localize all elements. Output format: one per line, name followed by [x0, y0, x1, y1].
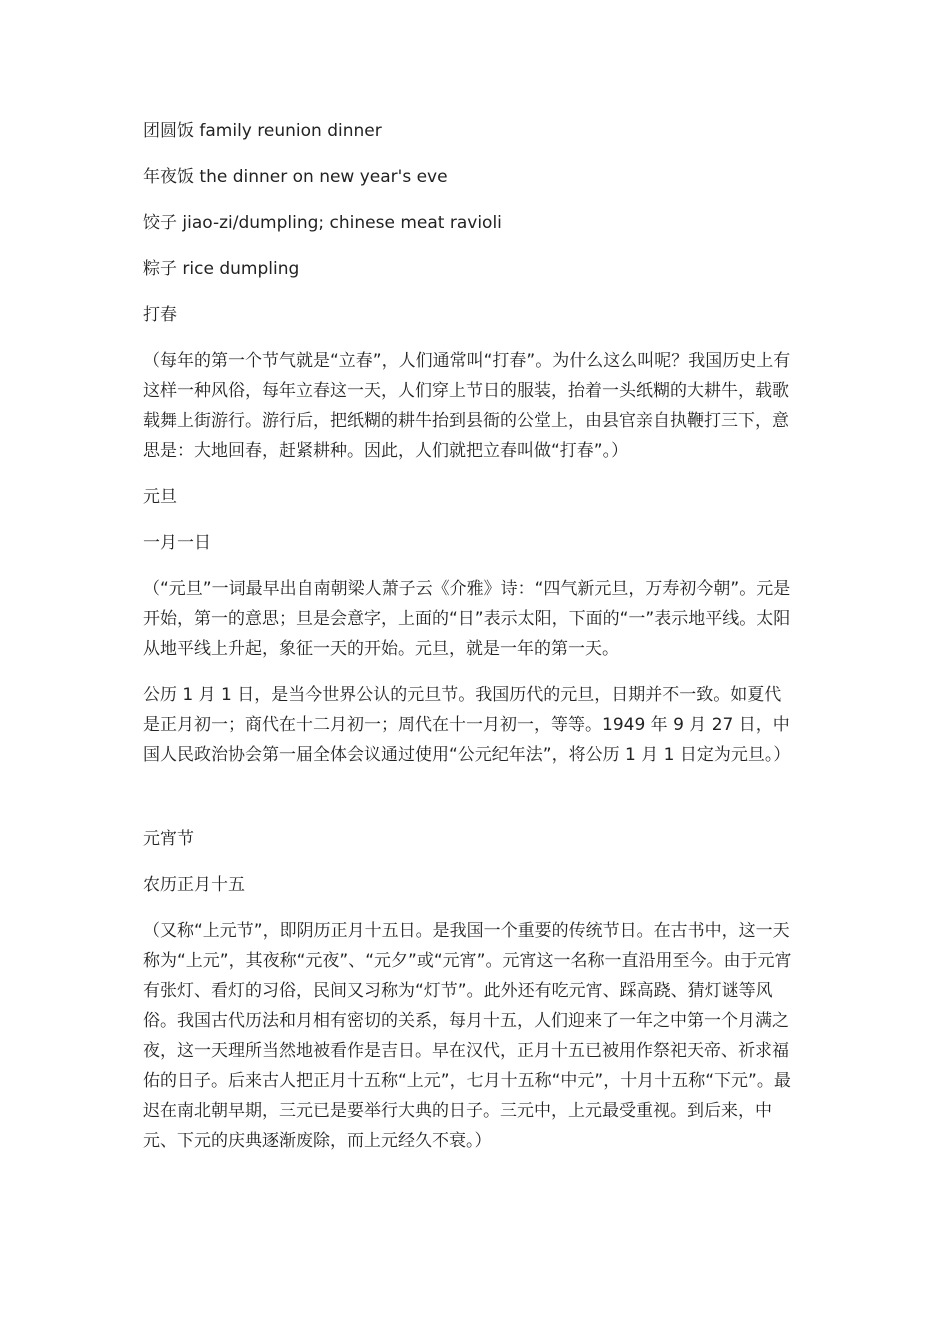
heading-yuandan: 元旦 [143, 487, 177, 507]
paragraph-yuandan-history: 公历 1 月 1 日，是当今世界公认的元旦节。我国历代的元旦，日期并不一致。如夏代是正月初一；商代在十二月初一；周代在十一月初一，等等。1949 年 9 月 27 日，中国人民政治协会第一届全体会议通过使用“公元纪年法”，将公历 1 月 1 日定为元旦。） [143, 685, 791, 765]
paragraph-dachun: （每年的第一个节气就是“立春”，人们通常叫“打春”。为什么这么叫呢？我国历史上有这样一种风俗，每年立春这一天，人们穿上节日的服装，抬着一头纸糊的大耕牛，载歌载舞上街游行。游行后，把纸糊的耕牛抬到县衙的公堂上，由县官亲自执鞭打三下，意思是：大地回春，赶紧耕种。因此，人们就把立春叫做“打春”。） [143, 351, 791, 461]
term-new-years-eve-dinner: 年夜饭 the dinner on new year's eve [143, 167, 448, 187]
document-body [143, 116, 798, 1172]
term-dumpling: 饺子 jiao-zi/dumpling; chinese meat ravioli [143, 213, 502, 233]
subheading-yuanxiao-date: 农历正月十五 [143, 875, 245, 895]
paragraph-yuandan-origin: （“元旦”一词最早出自南朝梁人萧子云《介雅》诗：“四气新元旦，万寿初今朝”。元是开始，第一的意思；旦是会意字，上面的“日”表示太阳，下面的“一”表示地平线。太阳从地平线上升起，象征一天的开始。元旦，就是一年的第一天。 [143, 579, 791, 659]
term-rice-dumpling: 粽子 rice dumpling [143, 259, 300, 279]
subheading-yuandan-date: 一月一日 [143, 533, 211, 553]
heading-yuanxiao: 元宵节 [143, 829, 194, 849]
term-reunion-dinner: 团圆饭 family reunion dinner [143, 121, 382, 141]
paragraph-yuanxiao: （又称“上元节”，即阴历正月十五日。是我国一个重要的传统节日。在古书中，这一天称为“上元”，其夜称“元夜”、“元夕”或“元宵”。元宵这一名称一直沿用至今。由于元宵有张灯、看灯的习俗，民间又习称为“灯节”。此外还有吃元宵、踩高跷、猜灯谜等风俗。我国古代历法和月相有密切的关系，每月十五，人们迎来了一年之中第一个月满之夜，这一天理所当然地被看作是吉日。早在汉代，正月十五已被用作祭祀天帝、祈求福佑的日子。后来古人把正月十五称“上元”，七月十五称“中元”，十月十五称“下元”。最迟在南北朝早期，三元已是要举行大典的日子。三元中，上元最受重视。到后来，中元、下元的庆典逐渐废除，而上元经久不衰。） [143, 921, 792, 1151]
heading-dachun: 打春 [143, 305, 177, 325]
